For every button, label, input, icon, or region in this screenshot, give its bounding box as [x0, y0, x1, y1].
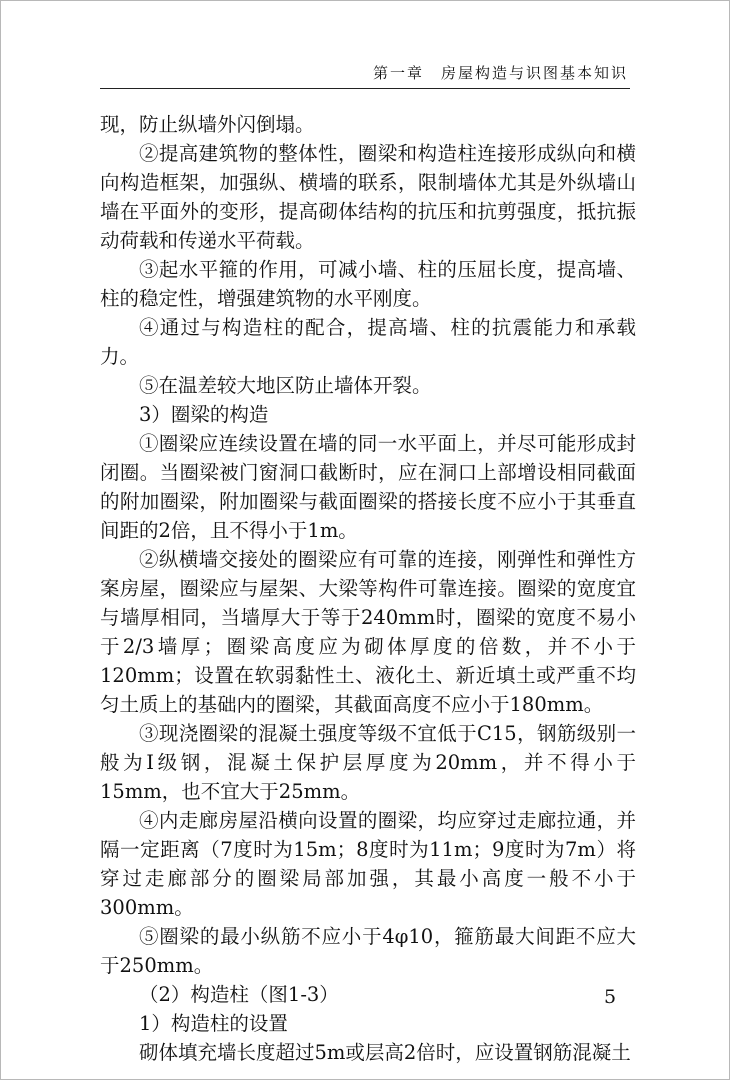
paragraph: 砌体填充墙长度超过5m或层高2倍时，应设置钢筋混凝土 — [139, 1041, 631, 1064]
paragraph: ①圈梁应连续设置在墙的同一水平面上，并尽可能形成封闭圈。当圈梁被门窗洞口截断时，应在洞口上部增设相同截面的附加圈梁，附加圈梁与截面圈梁的搭接长度不应小于其垂直间距的2倍，且不得小于1m。 — [100, 432, 636, 542]
body-text — [100, 110, 636, 1067]
paragraph: ②提高建筑物的整体性，圈梁和构造柱连接形成纵向和横向构造框架，加强纵、横墙的联系，限制墙体尤其是外纵墙山墙在平面外的变形，提高砌体结构的抗压和抗剪强度，抵抗振动荷载和传递水平荷载。 — [100, 142, 636, 252]
section-heading: 1）构造柱的设置 — [139, 1012, 288, 1035]
paragraph: ③起水平箍的作用，可减小墙、柱的压屈长度，提高墙、柱的稳定性，增强建筑物的水平刚度。 — [100, 258, 636, 310]
paragraph: ④通过与构造柱的配合，提高墙、柱的抗震能力和承载力。 — [100, 316, 636, 368]
paragraph: ②纵横墙交接处的圈梁应有可靠的连接，刚弹性和弹性方案房屋，圈梁应与屋架、大梁等构件可靠连接。圈梁的宽度宜与墙厚相同，当墙厚大于等于240mm时，圈梁的宽度不易小于2/3墙厚；圈梁高度应为砌体厚度的倍数，并不小于120mm；设置在软弱黏性土、液化土、新近填土或严重不均匀土质上的基础内的圈梁，其截面高度不应小于180mm。 — [100, 548, 636, 716]
paragraph: ⑤圈梁的最小纵筋不应小于4φ10，箍筋最大间距不应大于250mm。 — [100, 925, 636, 977]
header-rule — [100, 88, 630, 89]
section-heading: 3）圈梁的构造 — [139, 403, 269, 426]
running-header: 第一章 房屋构造与识图基本知识 — [372, 64, 628, 82]
paragraph: ⑤在温差较大地区防止墙体开裂。 — [139, 374, 432, 397]
page-number: 5 — [604, 986, 617, 1008]
paragraph-continuation: 现，防止纵墙外闪倒塌。 — [100, 113, 315, 136]
paragraph: ④内走廊房屋沿横向设置的圈梁，均应穿过走廊拉通，并隔一定距离（7度时为15m；8度时为11m；9度时为7m）将穿过走廊部分的圈梁局部加强，其最小高度一般不小于300mm。 — [100, 809, 636, 919]
section-heading: （2）构造柱（图1-3） — [139, 983, 339, 1006]
paragraph: ③现浇圈梁的混凝土强度等级不宜低于C15，钢筋级别一般为Ⅰ级钢，混凝土保护层厚度为20mm，并不得小于15mm，也不宜大于25mm。 — [100, 722, 636, 803]
